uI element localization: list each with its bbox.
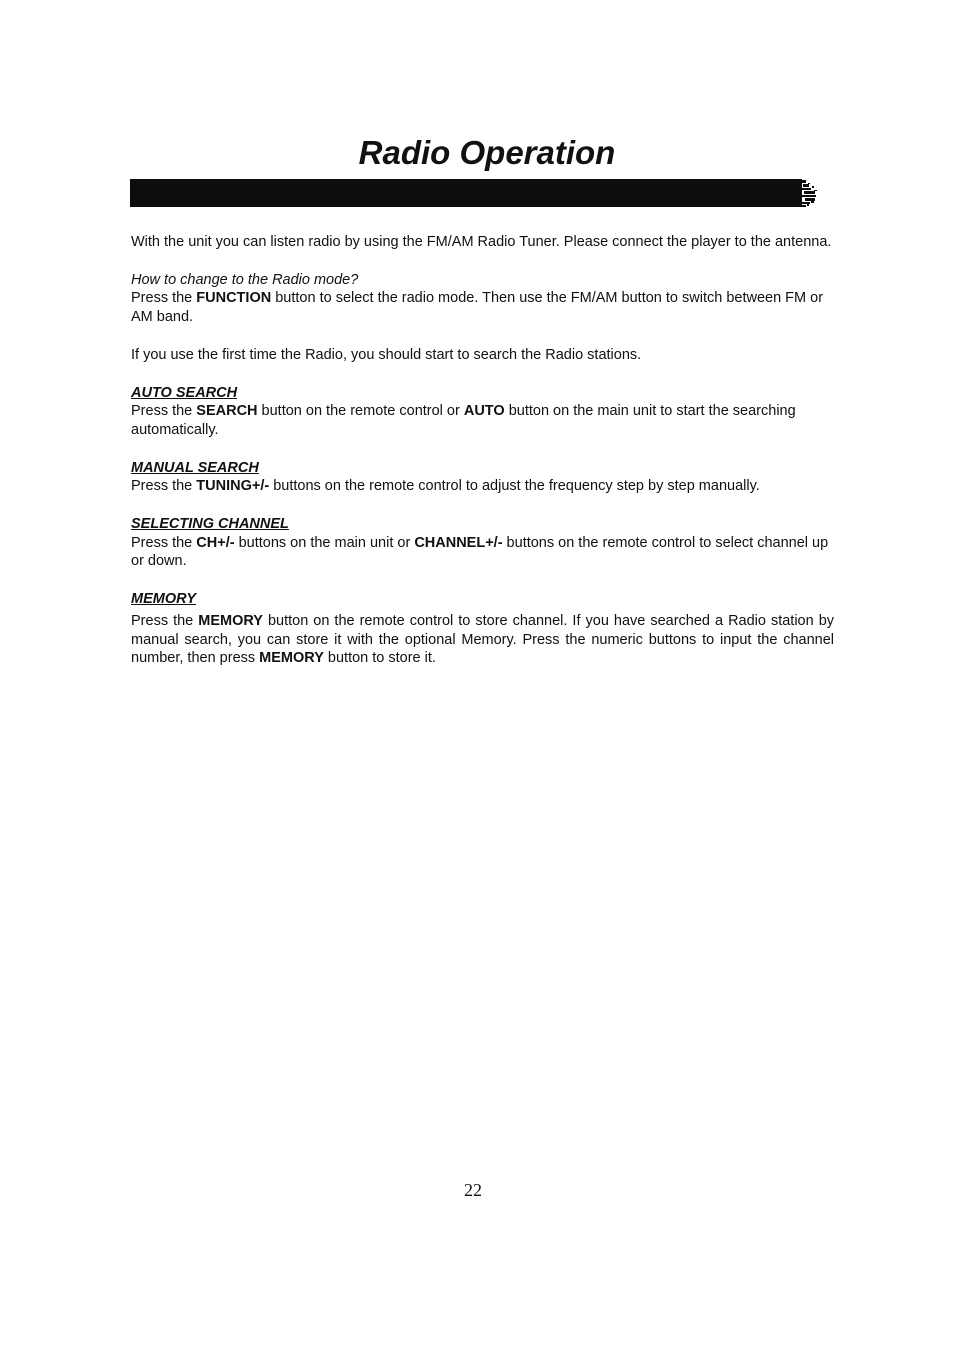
manual-search-paragraph: Press the TUNING+/- buttons on the remote control to adjust the frequency step by step manually.: [131, 478, 760, 495]
mode-paragraph: Press the FUNCTION button to select the radio mode. Then use the FM/AM button to switch between FM or AM band.: [131, 290, 824, 326]
memory-button-ref: MEMORY: [198, 612, 263, 629]
selecting-channel-heading: SELECTING CHANNEL: [131, 516, 289, 533]
page-number: 22: [464, 1180, 482, 1200]
page-content: [131, 233, 834, 668]
first-time-paragraph: If you use the first time the Radio, you should start to search the Radio stations.: [131, 346, 642, 363]
auto-search-heading: AUTO SEARCH: [131, 384, 238, 401]
mode-question: How to change to the Radio mode?: [131, 271, 359, 288]
tuning-button-ref: TUNING+/-: [196, 478, 270, 495]
selecting-channel-paragraph: Press the CH+/- buttons on the main unit or CHANNEL+/- buttons on the remote control to select channel up or down.: [131, 534, 829, 570]
page-title: Radio Operation: [358, 134, 616, 171]
bar-rough-edge: [796, 179, 818, 207]
memory-button-ref-2: MEMORY: [259, 650, 324, 667]
search-button-ref: SEARCH: [196, 403, 258, 420]
intro-paragraph: With the unit you can listen radio by using the FM/AM Radio Tuner. Please connect the player to the antenna.: [131, 234, 832, 250]
memory-paragraph: Press the MEMORY button on the remote control to store channel. If you have searched a Radio station by manual search, you can store it with the optional Memory. Press the numeric buttons to input the channel number, then press MEMORY button to store it.: [131, 612, 835, 667]
channel-button-ref: CHANNEL+/-: [414, 534, 503, 551]
title-underline-bar: [130, 179, 798, 207]
function-button-ref: FUNCTION: [196, 290, 272, 307]
ch-button-ref: CH+/-: [196, 534, 235, 551]
manual-search-heading: MANUAL SEARCH: [131, 459, 259, 476]
auto-button-ref: AUTO: [463, 403, 505, 420]
memory-heading: MEMORY: [131, 591, 196, 608]
auto-search-paragraph: Press the SEARCH button on the remote control or AUTO button on the main unit to start the searching automatically.: [131, 403, 796, 438]
